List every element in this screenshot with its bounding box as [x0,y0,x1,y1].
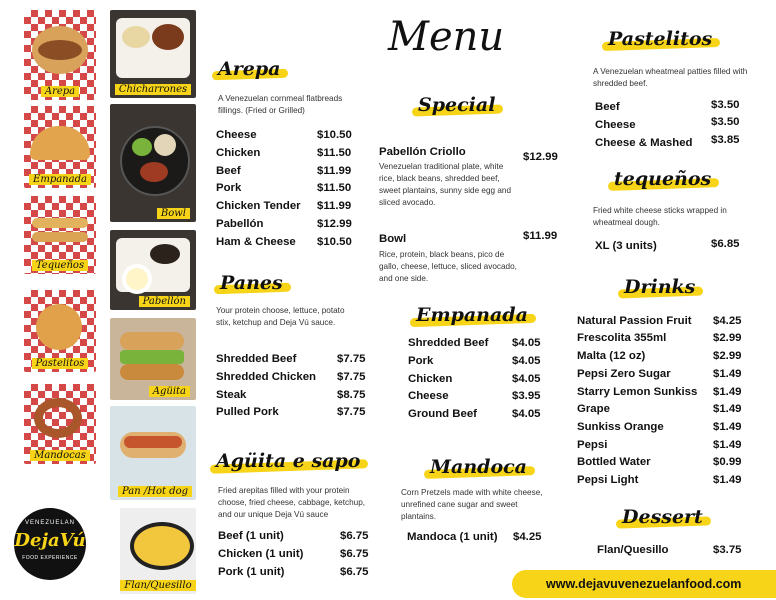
menu-item-name: Cheese & Mashed [595,137,693,149]
section-title-drinks: Drinks [624,276,696,298]
logo-top-text: VENEZUELAN [24,520,75,526]
menu-item-price: $7.75 [337,406,366,418]
photo-label: Empanada [24,174,96,185]
menu-item-price: $6.75 [340,566,369,578]
menu-item-name: Beef (1 unit) [218,530,284,542]
photo-pabellon [110,230,196,310]
menu-item-price: $3.50 [711,99,740,111]
menu-item-name: Shredded Beef [216,353,297,365]
menu-item-price: $3.95 [512,390,541,402]
section-title-empanada: Empanada [416,304,528,326]
menu-item-price: $1.49 [713,386,742,398]
menu-item-name: Chicken [216,147,261,159]
menu-item-name: Cheese [216,129,257,141]
menu-item-name: Starry Lemon Sunkiss [577,386,698,398]
menu-item-price: $12.99 [523,151,558,163]
menu-item-name: Shredded Chicken [216,371,317,383]
section-title-pastelitos: Pastelitos [608,28,713,50]
menu-item-name: Cheese [595,119,636,131]
menu-item-price: $3.50 [711,116,740,128]
photo-chicharrones [110,10,196,98]
photo-label: Flan/Quesillo [120,580,196,591]
menu-item-description: Rice, protein, black beans, pico de gallo, cheese, lettuce, sliced avocado, and one side. [379,250,517,283]
menu-item-name: Chicken (1 unit) [218,548,304,560]
menu-item-price: $1.49 [713,439,742,451]
menu-item-name: Shredded Beef [408,337,489,349]
menu-item-name: Natural Passion Fruit [577,315,692,327]
menu-item-name: Chicken Tender [216,200,301,212]
photo-mandocas [24,384,96,464]
menu-item-price: $4.05 [512,408,541,420]
menu-item-name: Pork [408,355,434,367]
menu-item-price: $6.75 [340,530,369,542]
logo-bottom-text: FOOD EXPERIENCE [22,555,78,561]
photo-label: Agüita [110,386,196,397]
menu-item-name: Malta (12 oz) [577,350,646,362]
menu-item-price: $4.05 [512,337,541,349]
photo-label: Pan /Hot dog [110,486,196,497]
section-title-arepa: Arepa [218,58,281,80]
menu-item-price: $11.99 [317,200,352,212]
menu-item-price: $1.49 [713,474,742,486]
section-title-tequenos: tequeños [614,168,712,190]
menu-item-price: $3.85 [711,134,740,146]
menu-item-name: Beef [216,165,241,177]
menu-item-price: $1.49 [713,403,742,415]
menu-item-price: $10.50 [317,236,352,248]
menu-item-name: Steak [216,389,247,401]
photo-label: Arepa [24,86,96,97]
menu-item-name: Bottled Water [577,456,651,468]
menu-item-price: $1.49 [713,421,742,433]
logo-name: DejaVú [14,530,86,551]
panes-description: Your protein choose, lettuce, potato stix, ketchup and Deja Vú sauce. [216,306,345,327]
menu-item-name: Pork (1 unit) [218,566,285,578]
section-title-aguita: Agüita e sapo [216,450,361,472]
menu-item-name: Pepsi Light [577,474,639,486]
menu-item-name: Mandoca (1 unit) [407,531,498,543]
menu-item-name: Bowl [379,233,407,245]
section-title-dessert: Dessert [622,506,703,528]
menu-item-price: $2.99 [713,332,742,344]
menu-item-price: $0.99 [713,456,742,468]
arepa-description: A Venezuelan cornmeal flatbreads fillings. (Fried or Grilled) [218,94,343,115]
photo-label: Tequeños [24,260,96,271]
menu-item-name: Flan/Quesillo [597,544,669,556]
menu-item-price: $3.75 [713,544,742,556]
menu-item-price: $7.75 [337,353,366,365]
photo-label: Pastelitos [24,358,96,369]
section-title-panes: Panes [220,272,283,294]
page-title: Menu [388,14,505,60]
menu-item-name: Cheese [408,390,449,402]
menu-item-price: $2.99 [713,350,742,362]
menu-item-description: Venezuelan traditional plate, white rice, black beans, shredded beef, sweet plantains, sunny side egg and sliced avocado. [379,162,511,207]
menu-item-name: Pabellón [216,218,264,230]
menu-item-price: $8.75 [337,389,366,401]
website-link[interactable]: www.dejavuvenezuelanfood.com [512,570,776,598]
menu-item-price: $11.50 [317,147,352,159]
menu-item-name: XL (3 units) [595,240,657,252]
menu-item-price: $6.85 [711,238,740,250]
photo-arepa [24,10,96,100]
menu-item-price: $1.49 [713,368,742,380]
menu-item-price: $11.50 [317,182,352,194]
section-title-mandoca: Mandoca [430,456,527,478]
menu-item-price: $10.50 [317,129,352,141]
photo-empanada [24,106,96,188]
menu-item-price: $4.05 [512,373,541,385]
brand-logo [14,508,86,580]
photo-pastelitos [24,290,96,372]
photo-flan [120,508,196,594]
menu-item-name: Ground Beef [408,408,477,420]
menu-item-price: $11.99 [317,165,352,177]
menu-item-price: $12.99 [317,218,352,230]
photo-label: Chicharrones [110,84,196,95]
photo-label: Pabellón [110,296,196,307]
menu-item-name: Pepsi [577,439,608,451]
pastelitos-description: A Venezuelan wheatmeal patties filled with shredded beef. [593,67,748,88]
menu-item-name: Pabellón Criollo [379,146,466,158]
photo-label: Bowl [110,208,196,219]
menu-item-price: $6.75 [340,548,369,560]
menu-item-name: Pork [216,182,242,194]
section-title-special: Special [418,94,496,116]
tequenos-description: Fried white cheese sticks wrapped in wheatmeal dough. [593,206,727,227]
mandoca-description: Corn Pretzels made with white cheese, unrefined cane sugar and sweet plantains. [401,488,543,521]
menu-item-price: $4.25 [713,315,742,327]
menu-item-price: $7.75 [337,371,366,383]
menu-item-price: $4.25 [513,531,542,543]
menu-item-name: Frescolita 355ml [577,332,667,344]
menu-item-name: Pepsi Zero Sugar [577,368,671,380]
photo-label: Mandocas [24,450,96,461]
menu-item-name: Sunkiss Orange [577,421,664,433]
menu-item-name: Ham & Cheese [216,236,296,248]
menu-item-name: Pulled Pork [216,406,279,418]
menu-item-name: Beef [595,101,620,113]
menu-item-name: Chicken [408,373,453,385]
menu-item-price: $4.05 [512,355,541,367]
aguita-description: Fried arepitas filled with your protein choose, fried cheese, cabbage, ketchup, and our unique Deja Vú sauce [218,486,366,519]
menu-item-price: $11.99 [523,230,558,242]
photo-aguita [110,318,196,400]
menu-item-name: Grape [577,403,610,415]
photo-bowl [110,104,196,222]
photo-tequenos [24,196,96,274]
photo-pan-hot-dog [110,406,196,500]
